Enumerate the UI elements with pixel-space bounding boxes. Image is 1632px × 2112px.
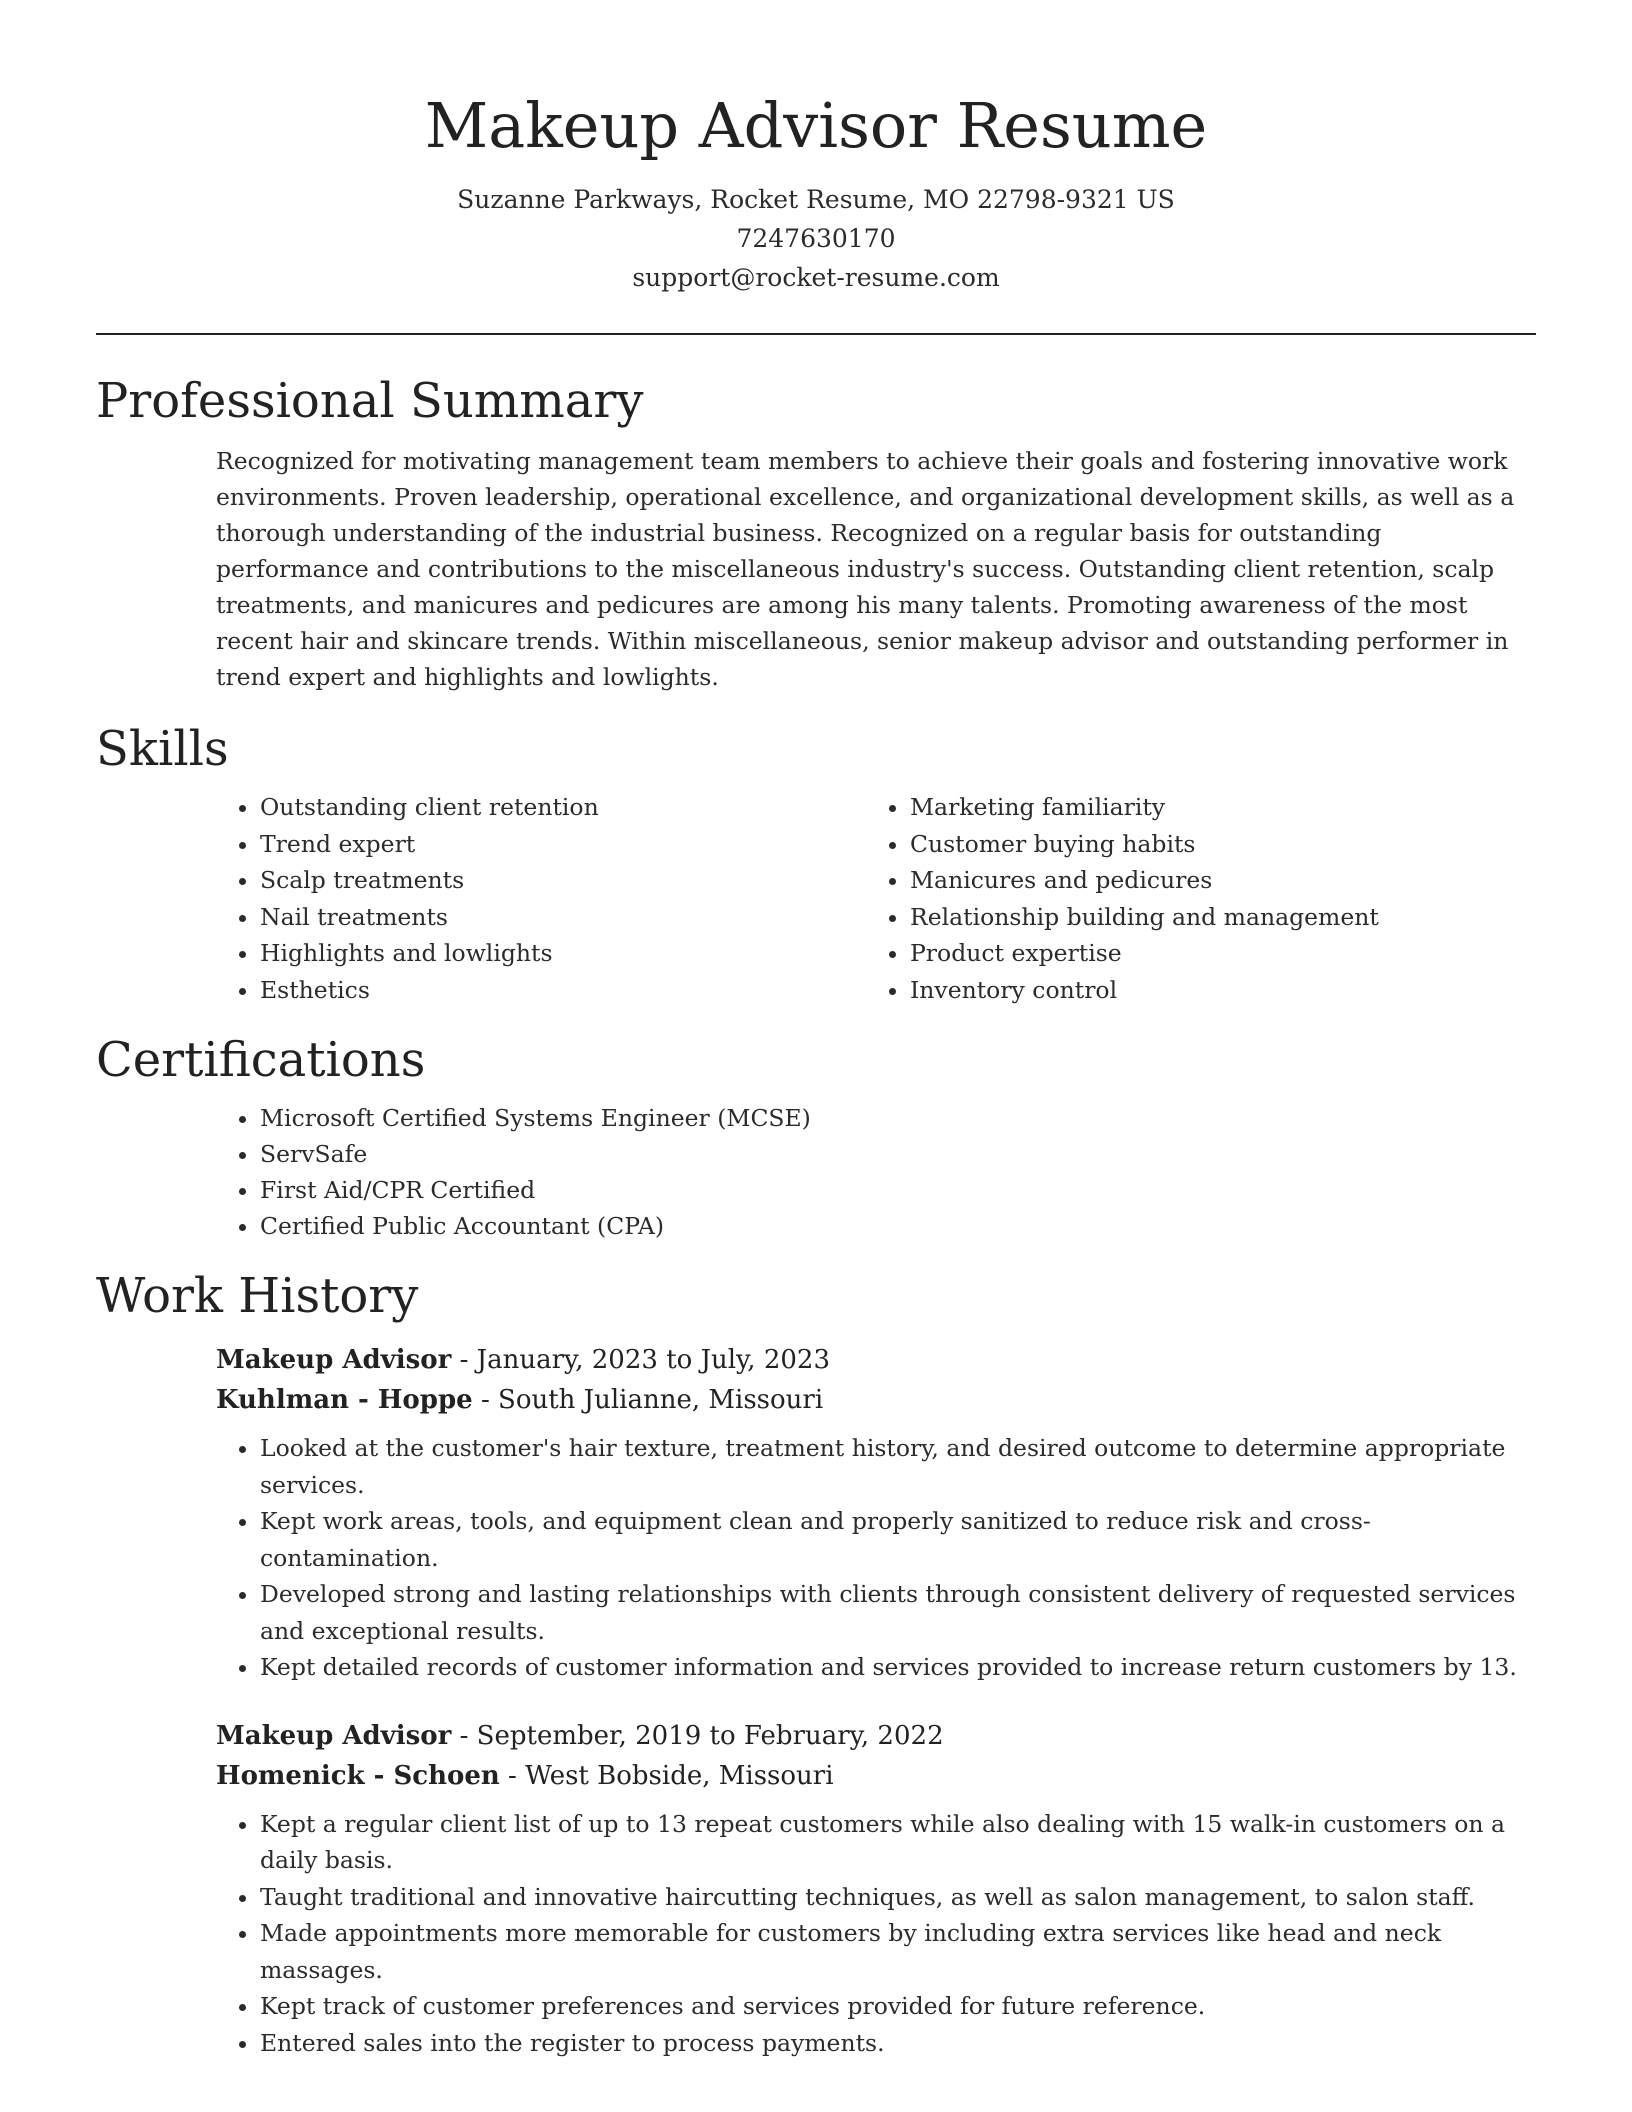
certification-item: • Certified Public Accountant (CPA) <box>260 1208 1536 1244</box>
resume-page <box>96 0 1536 2061</box>
job-bullet: • Looked at the customer's hair texture, treatment history, and desired outcome to determine appropriate services. <box>260 1430 1536 1503</box>
job-dates: - January, 2023 to July, 2023 <box>451 1345 830 1375</box>
job-title: Makeup Advisor <box>216 1720 452 1751</box>
certification-item: • Microsoft Certified Systems Engineer (MCSE) <box>260 1100 1536 1136</box>
job-bullets <box>216 1806 1536 2062</box>
work-history-heading: Work History <box>96 1268 419 1324</box>
skill-item: • Inventory control <box>910 972 1516 1009</box>
job-bullet: • Developed strong and lasting relationships with clients through consistent delivery of requested services and exceptional results. <box>260 1576 1536 1649</box>
summary-text: Recognized for motivating management team members to achieve their goals and fostering innovative work environments. Proven leadership, operational excellence, and organizational development skills, as well as a thorough understanding of the industrial business. Recognized on a regular basis for outstanding performance and contributions to the miscellaneous industry's success. Outstanding client retention, scalp treatments, and manicures and pedicures are among his many talents. Promoting awareness of the most recent hair and skincare trends. Within miscellaneous, senior makeup advisor and outstanding performer in trend expert and highlights and lowlights. <box>216 447 1515 691</box>
job-bullet: • Entered sales into the register to process payments. <box>260 2025 1536 2062</box>
job-bullet: • Kept a regular client list of up to 13 repeat customers while also dealing with 15 walk-in customers on a daily basis. <box>260 1806 1536 1879</box>
skill-item: • Scalp treatments <box>260 862 866 899</box>
job-title-line <box>216 1716 1536 1756</box>
job-location: - South Julianne, Missouri <box>472 1385 824 1415</box>
skills-columns <box>216 789 1536 1008</box>
job-entry <box>216 1716 1536 2062</box>
resume-header <box>96 0 1536 297</box>
skill-item: • Customer buying habits <box>910 826 1516 863</box>
job-company-line <box>216 1380 1536 1420</box>
skill-item: • Esthetics <box>260 972 866 1009</box>
skill-item: • Marketing familiarity <box>910 789 1516 826</box>
contact-email: support@rocket-resume.com <box>632 263 1000 292</box>
skills-column-right <box>866 789 1516 1008</box>
job-bullet: • Kept track of customer preferences and services provided for future reference. <box>260 1988 1536 2025</box>
contact-address: Suzanne Parkways, Rocket Resume, MO 22798-9321 US <box>457 185 1175 214</box>
header-divider <box>96 333 1536 335</box>
job-bullet: • Taught traditional and innovative haircutting techniques, as well as salon management, to salon staff. <box>260 1879 1536 1916</box>
contact-block <box>96 180 1536 297</box>
skill-item: • Trend expert <box>260 826 866 863</box>
skill-item: • Relationship building and management <box>910 899 1516 936</box>
skill-item: • Outstanding client retention <box>260 789 866 826</box>
job-company: Homenick - Schoen <box>216 1760 500 1791</box>
job-bullet: • Kept detailed records of customer information and services provided to increase return customers by 13. <box>260 1649 1536 1686</box>
job-location: - West Bobside, Missouri <box>499 1760 834 1791</box>
skills-column-left <box>216 789 866 1008</box>
skill-item: • Manicures and pedicures <box>910 862 1516 899</box>
job-dates: - September, 2019 to February, 2022 <box>451 1720 944 1751</box>
skill-item: • Highlights and lowlights <box>260 935 866 972</box>
job-bullet: • Made appointments more memorable for customers by including extra services like head and neck massages. <box>260 1915 1536 1988</box>
skills-heading: Skills <box>96 721 229 777</box>
resume-title: Makeup Advisor Resume <box>424 89 1208 162</box>
certification-item: • First Aid/CPR Certified <box>260 1172 1536 1208</box>
skill-item: • Nail treatments <box>260 899 866 936</box>
summary-heading: Professional Summary <box>96 373 644 429</box>
job-bullets <box>216 1430 1536 1686</box>
job-entry <box>216 1340 1536 1686</box>
job-company-line <box>216 1756 1536 1796</box>
job-title-line <box>216 1340 1536 1380</box>
skill-item: • Product expertise <box>910 935 1516 972</box>
contact-phone: 7247630170 <box>736 224 896 253</box>
job-company: Kuhlman - Hoppe <box>216 1385 473 1415</box>
job-bullet: • Kept work areas, tools, and equipment clean and properly sanitized to reduce risk and cross-contamination. <box>260 1503 1536 1576</box>
certifications-list <box>216 1100 1536 1244</box>
certification-item: • ServSafe <box>260 1136 1536 1172</box>
certifications-heading: Certifications <box>96 1032 426 1088</box>
job-title: Makeup Advisor <box>216 1345 452 1375</box>
